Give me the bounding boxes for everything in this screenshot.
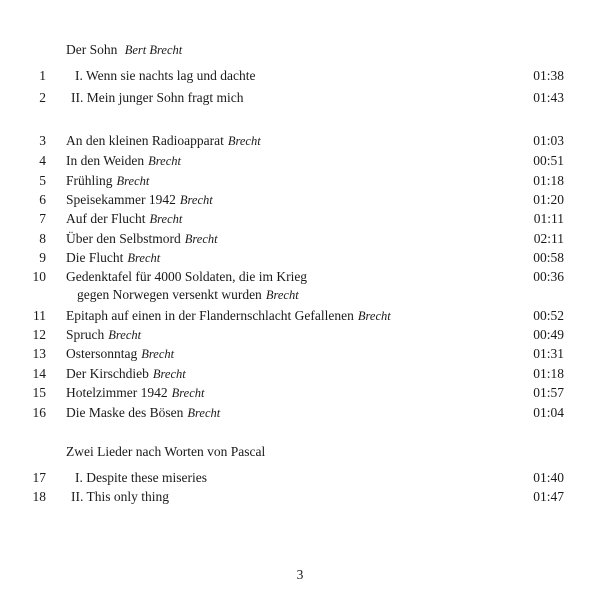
track-author: Brecht (357, 309, 391, 323)
track-author: Brecht (227, 134, 261, 148)
track-row-1 (0, 66, 600, 86)
track-row-6 (0, 190, 600, 210)
track-row-5 (0, 171, 600, 191)
track-number: 15 (32, 385, 46, 400)
track-author: Brecht (179, 193, 213, 207)
track-duration: 01:31 (533, 346, 564, 361)
track-title: Epitaph auf einen in der Flandernschlacht Gefallenen Brecht (66, 308, 391, 323)
track-row-11 (0, 306, 600, 326)
track-duration: 01:11 (533, 211, 564, 226)
track-number: 11 (33, 308, 46, 323)
track-title: Auf der Flucht Brecht (66, 211, 183, 226)
track-title: II. This only thing (71, 489, 170, 504)
track-row-18 (0, 487, 600, 507)
track-title: Über den Selbstmord Brecht (66, 231, 218, 246)
track-number: 1 (39, 68, 46, 83)
track-duration: 01:20 (533, 192, 564, 207)
track-duration: 00:51 (533, 153, 564, 168)
track-author: Brecht (141, 347, 175, 361)
track-row-10 (0, 267, 600, 287)
track-row-15 (0, 383, 600, 403)
track-duration: 01:43 (533, 90, 564, 105)
track-duration: 01:40 (533, 470, 564, 485)
section-heading-der-sohn (66, 40, 182, 60)
track-title: Die Maske des Bösen Brecht (66, 405, 221, 420)
track-title: I. Wenn sie nachts lag und dachte (75, 68, 256, 83)
track-author: Brecht (184, 232, 218, 246)
track-number: 18 (32, 489, 46, 504)
track-number: 5 (39, 173, 46, 188)
track-row-4 (0, 151, 600, 171)
track-author: Brecht (149, 212, 183, 226)
track-title: Hotelzimmer 1942 Brecht (66, 385, 205, 400)
track-number: 10 (32, 269, 46, 284)
page-number: 3 (296, 567, 304, 582)
track-number: 4 (39, 153, 46, 168)
track-number: 7 (39, 211, 46, 226)
track-row-9 (0, 248, 600, 268)
track-author: Brecht (187, 406, 221, 420)
track-number: 12 (32, 327, 46, 342)
track-number: 8 (39, 231, 46, 246)
track-number: 17 (32, 470, 46, 485)
track-title: Gedenktafel für 4000 Soldaten, die im Krieg (66, 269, 308, 284)
track-row-14 (0, 364, 600, 384)
track-author: Brecht (265, 288, 299, 302)
track-title: Spruch Brecht (66, 327, 142, 342)
track-duration: 01:47 (533, 489, 564, 504)
track-number: 16 (32, 405, 46, 420)
track-title: Der Kirschdieb Brecht (66, 366, 186, 381)
track-number: 13 (32, 346, 46, 361)
track-row-16 (0, 403, 600, 423)
track-duration: 01:18 (533, 173, 564, 188)
track-duration: 02:11 (533, 231, 564, 246)
track-author: Brecht (152, 367, 186, 381)
track-author: Brecht (108, 328, 142, 342)
section-title: Der Sohn (66, 42, 118, 57)
track-row-3 (0, 131, 600, 151)
track-duration: 00:58 (533, 250, 564, 265)
track-duration: 01:57 (533, 385, 564, 400)
track-number: 6 (39, 192, 46, 207)
track-duration: 00:36 (533, 269, 564, 284)
track-row-8 (0, 229, 600, 249)
track-title: II. Mein junger Sohn fragt mich (71, 90, 244, 105)
track-title: Frühling Brecht (66, 173, 150, 188)
track-duration: 01:18 (533, 366, 564, 381)
section-heading-pascal: Zwei Lieder nach Worten von Pascal (66, 444, 266, 459)
track-duration: 01:04 (533, 405, 564, 420)
section-author: Bert Brecht (124, 43, 183, 57)
track-row-13 (0, 344, 600, 364)
track-row-12 (0, 325, 600, 345)
track-title: In den Weiden Brecht (66, 153, 181, 168)
track-author: Brecht (116, 174, 150, 188)
track-number: 2 (39, 90, 46, 105)
track-number: 3 (39, 133, 46, 148)
track-duration: 00:52 (533, 308, 564, 323)
track-duration: 01:03 (533, 133, 564, 148)
track-row-10-continued (0, 285, 600, 305)
track-author: Brecht (148, 154, 181, 168)
track-row-7 (0, 209, 600, 229)
track-title: An den kleinen Radioapparat Brecht (66, 133, 261, 148)
track-author: Brecht (171, 386, 205, 400)
track-title: I. Despite these miseries (75, 470, 207, 485)
track-row-2 (0, 88, 600, 108)
track-row-17 (0, 468, 600, 488)
track-title: Ostersonntag Brecht (66, 346, 175, 361)
track-number: 14 (32, 366, 46, 381)
track-duration: 00:49 (533, 327, 564, 342)
track-duration: 01:38 (533, 68, 564, 83)
track-title-continued: gegen Norwegen versenkt wurden Brecht (77, 287, 299, 302)
track-title: Speisekammer 1942 Brecht (66, 192, 213, 207)
track-author: Brecht (127, 251, 161, 265)
track-title: Die Flucht Brecht (66, 250, 161, 265)
track-number: 9 (39, 250, 46, 265)
